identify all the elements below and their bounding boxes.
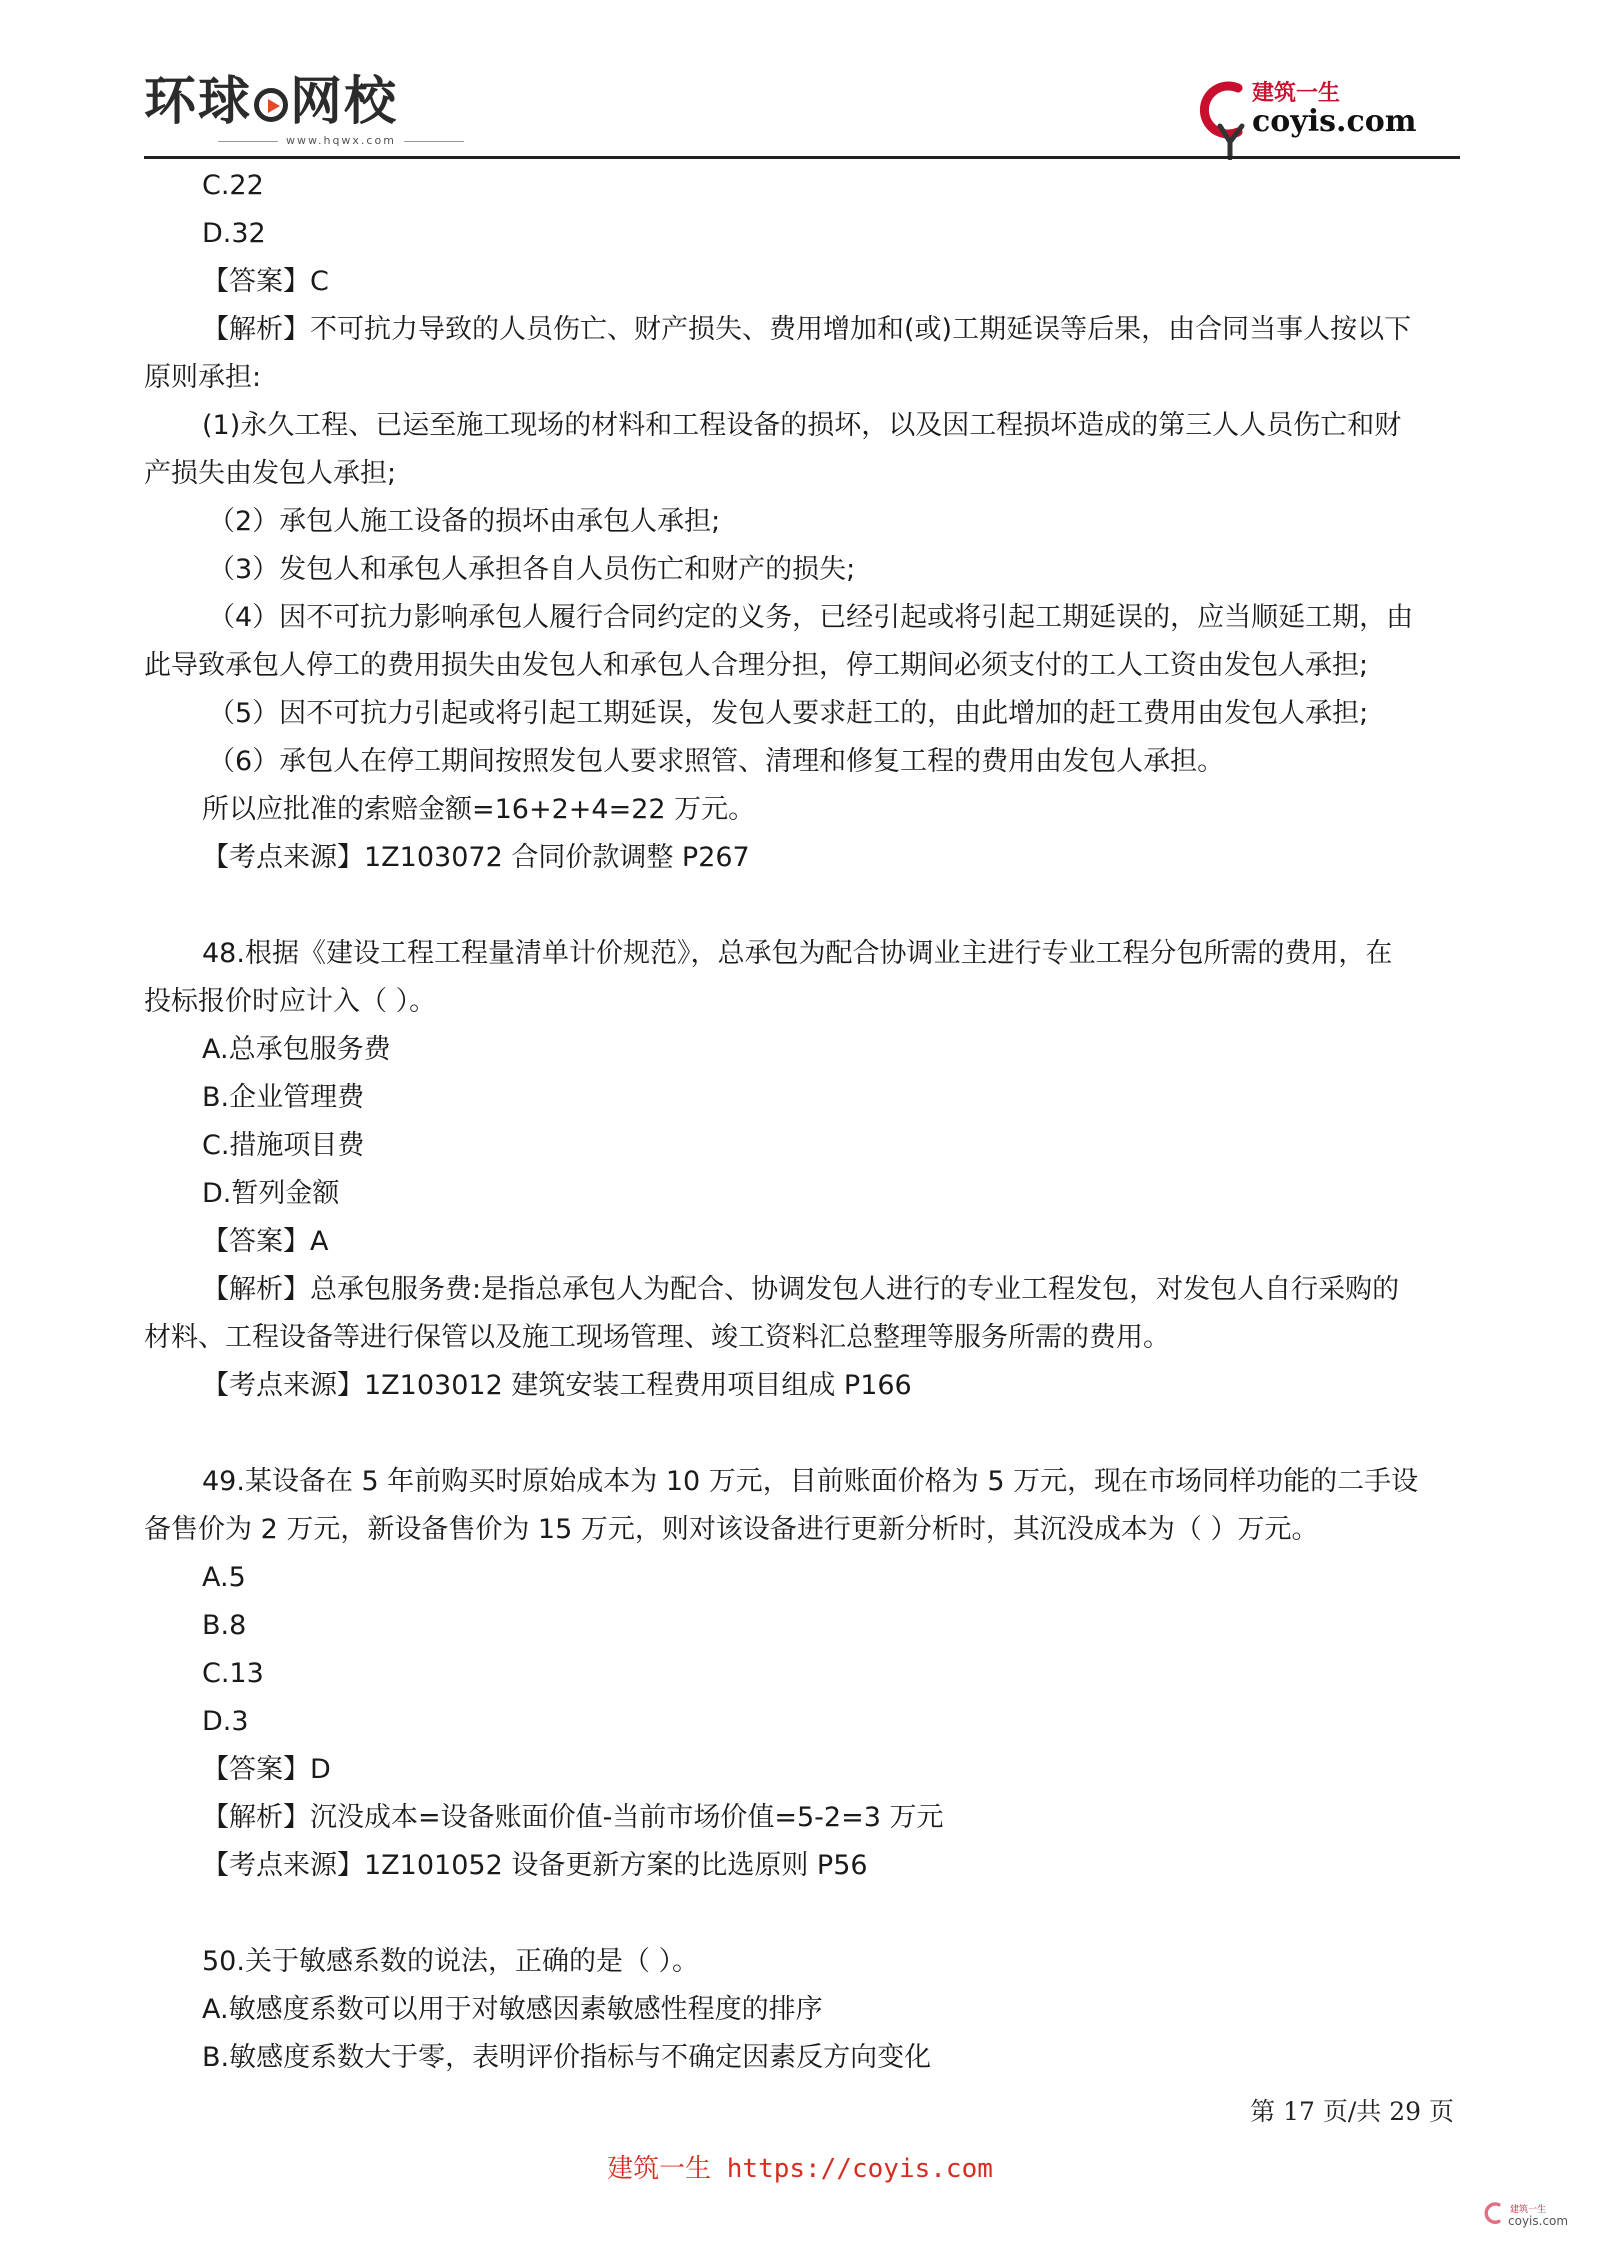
text-line: 【解析】总承包服务费:是指总承包人为配合、协调发包人进行的专业工程发包，对发包人自行采购的 (202, 1274, 1400, 1305)
text-line: 【考点来源】1Z101052 设备更新方案的比选原则 P56 (202, 1850, 868, 1881)
logo-en-text: coyis.com (1252, 104, 1417, 139)
header-divider (144, 156, 1460, 159)
text-line: D.暂列金额 (202, 1178, 340, 1209)
logo-text-part1: 环球 (144, 72, 253, 132)
text-line: A.5 (202, 1562, 246, 1593)
watermark-icon (1480, 2198, 1508, 2232)
text-line: 【考点来源】1Z103072 合同价款调整 P267 (202, 842, 750, 873)
text-line: 48.根据《建设工程工程量清单计价规范》，总承包为配合协调业主进行专业工程分包所需的费用，在 (202, 938, 1393, 969)
text-line: （6）承包人在停工期间按照发包人要求照管、清理和修复工程的费用由发包人承担。 (208, 746, 1225, 777)
cy-logo-icon (1190, 70, 1260, 160)
text-line: 49.某设备在 5 年前购买时原始成本为 10 万元，目前账面价格为 5 万元，现在市场同样功能的二手设 (202, 1466, 1419, 1497)
text-line: （3）发包人和承包人承担各自人员伤亡和财产的损失; (208, 554, 856, 585)
text-line: D.3 (202, 1706, 249, 1737)
footer-site-link[interactable]: 建筑一生 https://coyis.com (607, 2154, 993, 2184)
text-line: 【考点来源】1Z103012 建筑安装工程费用项目组成 P166 (202, 1370, 912, 1401)
page-header (144, 62, 1460, 162)
paragraph-gap (144, 1890, 1460, 1938)
text-line: （4）因不可抗力影响承包人履行合同约定的义务，已经引起或将引起工期延误的，应当顺延工期，由 (208, 602, 1414, 633)
text-line: （2）承包人施工设备的损坏由承包人承担; (208, 506, 721, 537)
paragraph-gap (144, 1410, 1460, 1458)
document-body (144, 162, 1460, 2082)
text-line: 50.关于敏感系数的说法，正确的是（ ）。 (202, 1946, 700, 1977)
text-line: 【答案】C (202, 266, 329, 297)
watermark-logo (1480, 2196, 1569, 2236)
text-line: B.敏感度系数大于零，表明评价指标与不确定因素反方向变化 (202, 2042, 932, 2073)
text-line: 材料、工程设备等进行保管以及施工现场管理、竣工资料汇总整理等服务所需的费用。 (144, 1322, 1170, 1353)
text-line: （5）因不可抗力引起或将引起工期延误，发包人要求赶工的，由此增加的赶工费用由发包人承担; (208, 698, 1369, 729)
paragraph-gap (144, 882, 1460, 930)
logo-cn-text: 建筑一生 (1252, 80, 1341, 106)
coyis-logo (1190, 62, 1440, 162)
text-line: B.8 (202, 1610, 247, 1641)
text-line: C.措施项目费 (202, 1130, 365, 1161)
text-line: 【答案】D (202, 1754, 331, 1785)
text-line: A.总承包服务费 (202, 1034, 391, 1065)
page-number: 第 17 页/共 29 页 (1250, 2097, 1454, 2126)
text-line: 【解析】不可抗力导致的人员伤亡、财产损失、费用增加和(或)工期延误等后果，由合同当事人按以下 (202, 314, 1412, 345)
text-line: 【解析】沉没成本=设备账面价值-当前市场价值=5-2=3 万元 (202, 1802, 944, 1833)
text-line: D.32 (202, 218, 266, 249)
text-line: 备售价为 2 万元，新设备售价为 15 万元，则对该设备进行更新分析时，其沉没成本为（ ）万元。 (144, 1514, 1319, 1545)
text-line: 原则承担: (144, 362, 262, 393)
text-line: C.22 (202, 170, 264, 201)
text-line: 产损失由发包人承担; (144, 458, 397, 489)
watermark-cn: 建筑一生 (1510, 2205, 1547, 2215)
text-line: A.敏感度系数可以用于对敏感因素敏感性程度的排序 (202, 1994, 823, 2025)
play-icon (254, 88, 288, 122)
text-line: C.13 (202, 1658, 264, 1689)
text-line: 此导致承包人停工的费用损失由发包人和承包人合理分担，停工期间必须支付的工人工资由发包人承担; (144, 650, 1369, 681)
logo-url: www.hqwx.com (210, 134, 472, 147)
logo-text-part2: 网校 (290, 72, 399, 132)
text-line: B.企业管理费 (202, 1082, 365, 1113)
watermark-en: coyis.com (1508, 2214, 1569, 2228)
text-line: (1)永久工程、已运至施工现场的材料和工程设备的损坏，以及因工程损坏造成的第三人人员伤亡和财 (202, 410, 1402, 441)
text-line: 【答案】A (202, 1226, 329, 1257)
text-line: 所以应批准的索赔金额=16+2+4=22 万元。 (202, 794, 756, 825)
text-line: 投标报价时应计入（ ）。 (144, 986, 437, 1017)
hqwx-logo (144, 72, 472, 147)
